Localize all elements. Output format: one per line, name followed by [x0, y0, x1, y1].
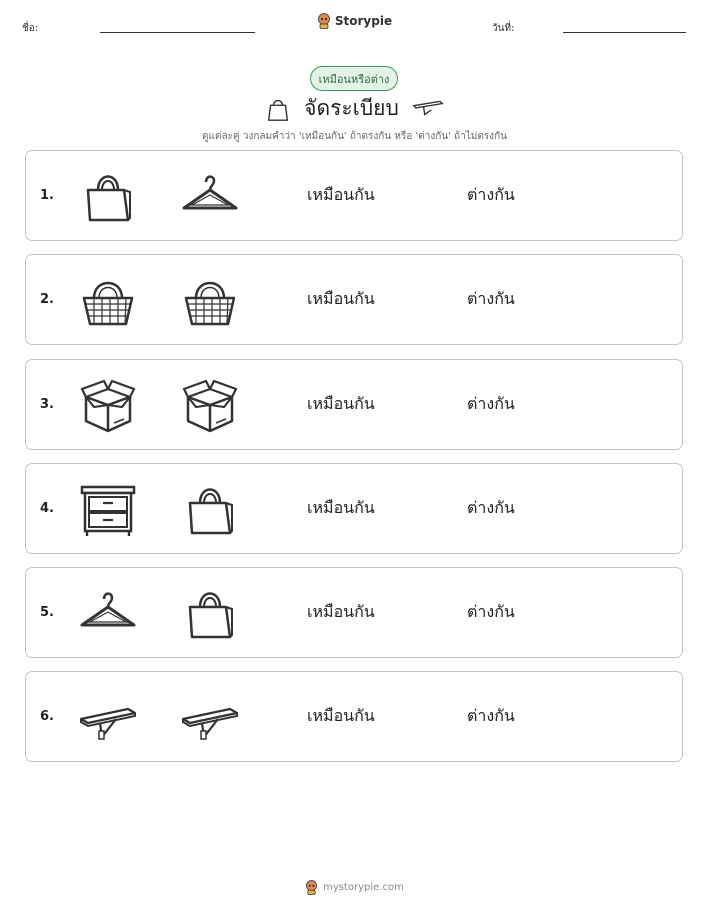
different-option[interactable]: ต่างกัน — [467, 394, 515, 413]
bag-icon — [78, 166, 138, 226]
question-number: 3. — [40, 397, 54, 412]
different-option[interactable]: ต่างกัน — [467, 498, 515, 517]
footer-url: mystorypie.com — [323, 882, 404, 893]
same-option[interactable]: เหมือนกัน — [307, 602, 375, 621]
name-label: ชื่อ: — [22, 23, 39, 34]
shelf-icon — [411, 98, 445, 120]
question-row — [25, 463, 683, 554]
same-option[interactable]: เหมือนกัน — [307, 498, 375, 517]
storypie-mascot-icon — [317, 13, 331, 29]
different-option[interactable]: ต่างกัน — [467, 706, 515, 725]
brand-logo — [0, 13, 709, 29]
shelf-icon — [78, 687, 138, 747]
same-option[interactable]: เหมือนกัน — [307, 185, 375, 204]
question-number: 2. — [40, 292, 54, 307]
bag-icon — [180, 479, 240, 539]
basket-icon — [180, 270, 240, 330]
storypie-mascot-icon — [305, 880, 318, 895]
name-field[interactable] — [100, 32, 255, 33]
page-title: จัดระเบียบ — [304, 96, 399, 120]
same-option[interactable]: เหมือนกัน — [307, 394, 375, 413]
question-row — [25, 567, 683, 658]
hanger-icon — [180, 166, 240, 226]
date-field[interactable] — [563, 32, 686, 33]
question-row — [25, 671, 683, 762]
same-option[interactable]: เหมือนกัน — [307, 706, 375, 725]
different-option[interactable]: ต่างกัน — [467, 289, 515, 308]
different-option[interactable]: ต่างกัน — [467, 602, 515, 621]
box-icon — [78, 375, 138, 435]
question-row — [25, 359, 683, 450]
basket-icon — [78, 270, 138, 330]
worksheet-type-badge: เหมือนหรือต่าง — [310, 66, 398, 91]
date-label: วันที่: — [492, 23, 515, 34]
bag-icon — [180, 583, 240, 643]
title-row — [0, 92, 709, 125]
bag-icon — [264, 94, 292, 124]
hanger-icon — [78, 583, 138, 643]
question-row — [25, 150, 683, 241]
question-row — [25, 254, 683, 345]
question-number: 6. — [40, 709, 54, 724]
box-icon — [180, 375, 240, 435]
question-number: 5. — [40, 605, 54, 620]
different-option[interactable]: ต่างกัน — [467, 185, 515, 204]
question-number: 1. — [40, 188, 54, 203]
instructions: ดูแต่ละคู่ วงกลมคำว่า 'เหมือนกัน' ถ้าตรงกัน หรือ 'ต่างกัน' ถ้าไม่ตรงกัน — [202, 131, 507, 142]
footer — [0, 880, 709, 895]
brand-name: Storypie — [334, 14, 393, 28]
question-number: 4. — [40, 501, 54, 516]
shelf-icon — [180, 687, 240, 747]
nightstand-icon — [78, 479, 138, 539]
same-option[interactable]: เหมือนกัน — [307, 289, 375, 308]
